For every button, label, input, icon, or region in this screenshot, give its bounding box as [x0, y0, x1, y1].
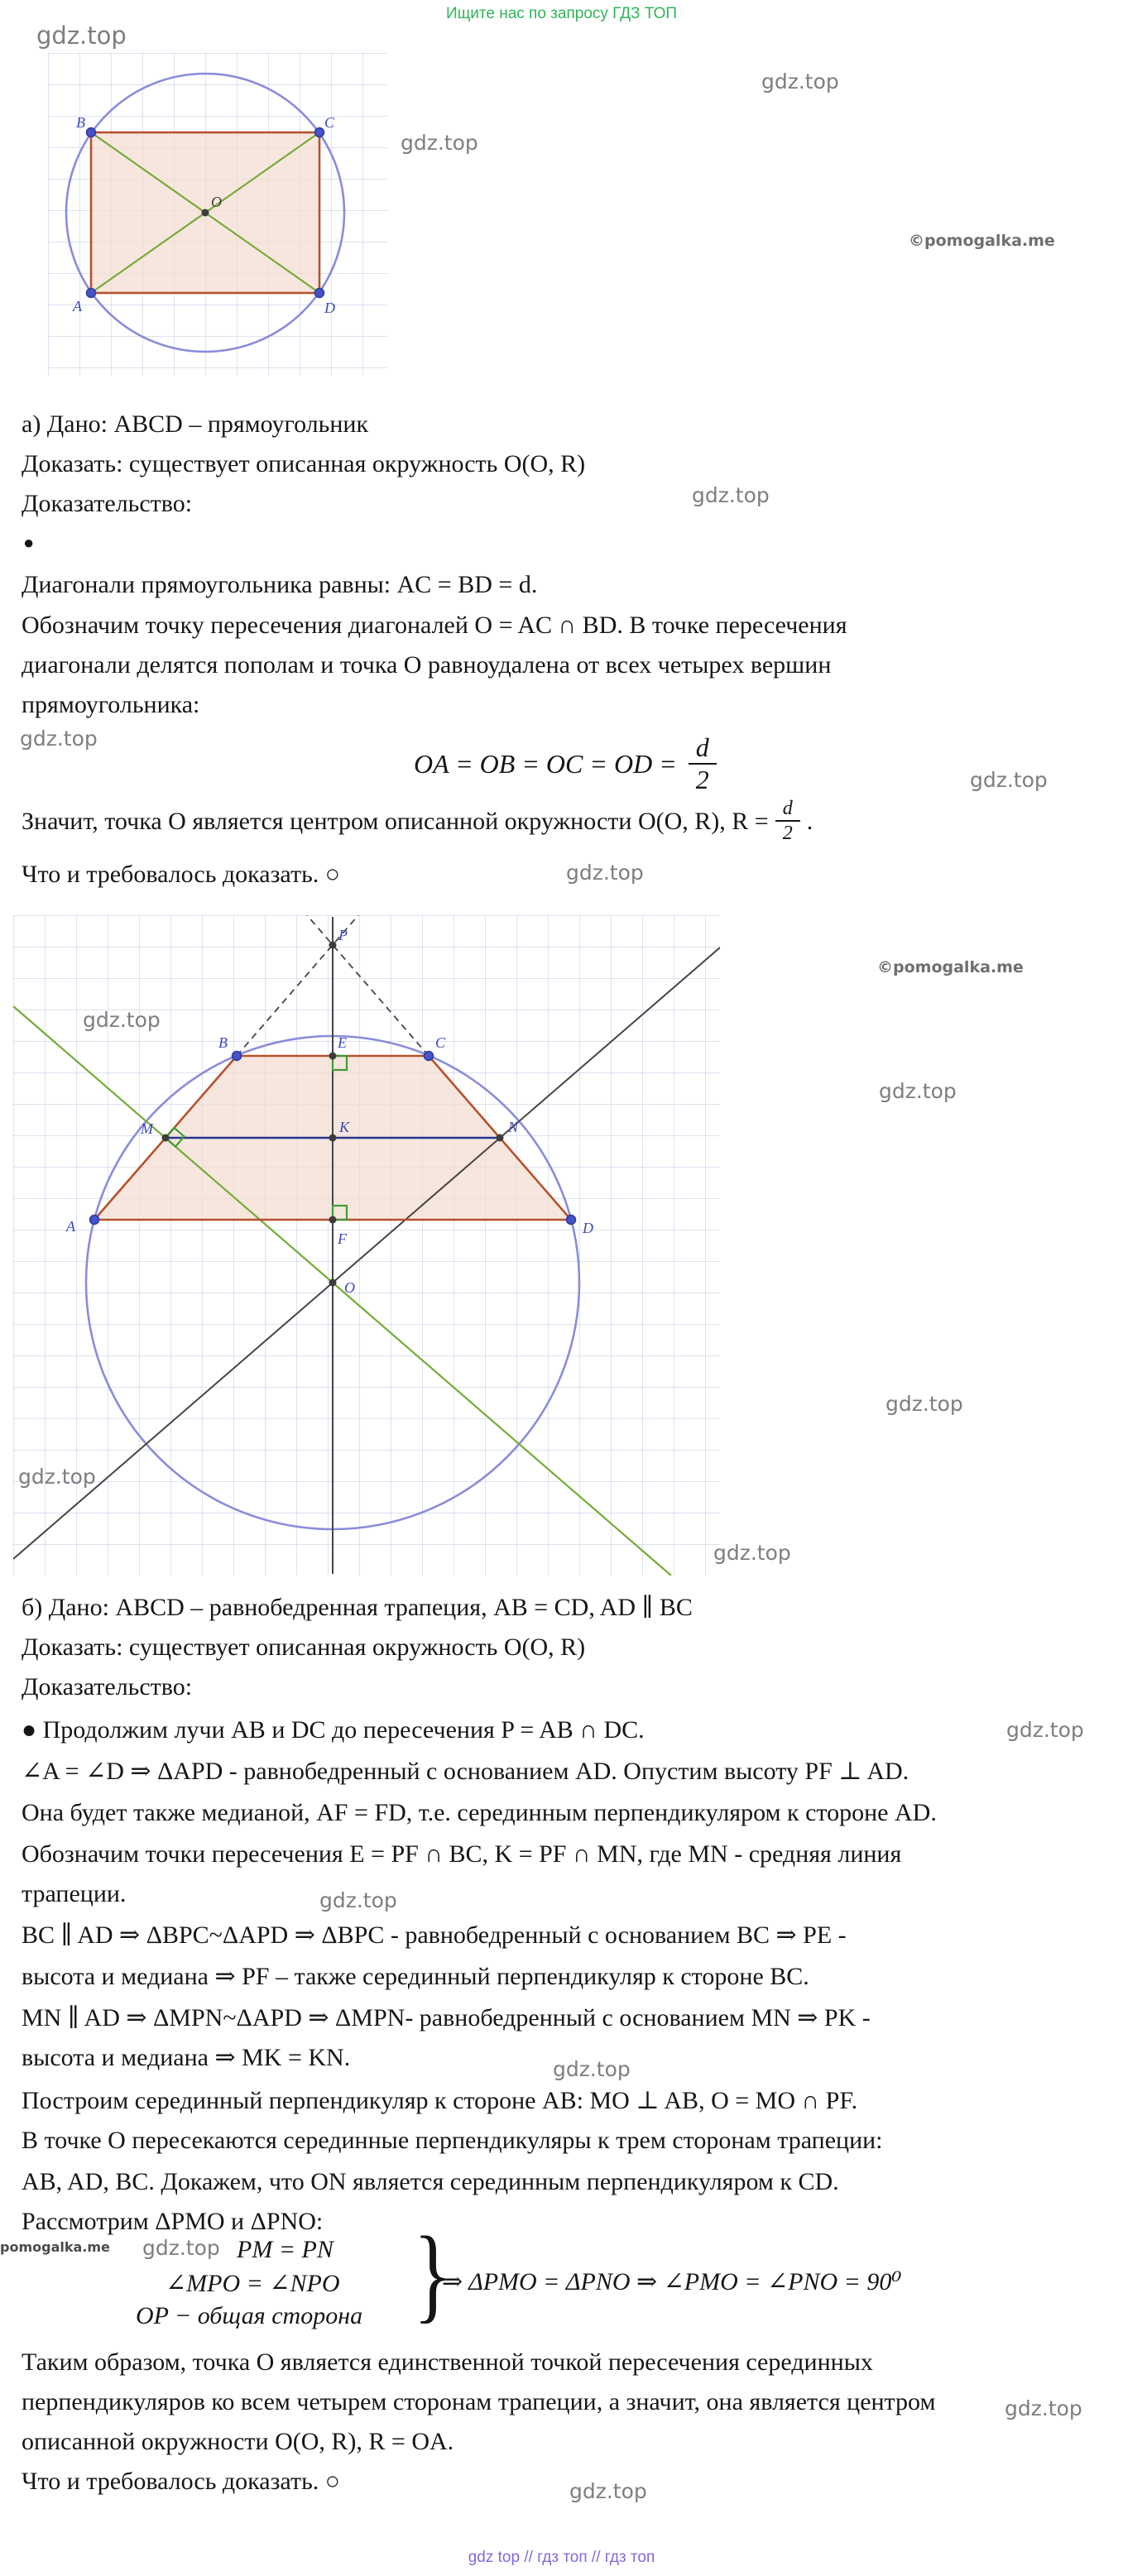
watermark-gdz: gdz.top	[566, 861, 644, 885]
a-formula-fraction	[689, 733, 717, 794]
b-qed: Что и требовалось доказать. ○	[22, 2468, 340, 2495]
fraction-denominator: 2	[695, 765, 709, 795]
system-row-3: OP − общая сторона	[136, 2302, 363, 2329]
system-brace: }	[413, 2215, 452, 2333]
figure-rectangle-in-circle	[48, 53, 387, 376]
a-p5-fraction	[775, 798, 800, 845]
fig1-label-b: B	[76, 114, 85, 131]
fig2-point-e	[329, 1053, 337, 1060]
fig2-label-m: M	[141, 1120, 153, 1137]
a-p5-period: .	[806, 807, 813, 835]
b-p2: ∠A = ∠D ⇒ ΔAPD - равнобедренный с основанием AD. Опустим высоту PF ⊥ AD.	[22, 1758, 909, 1785]
system-conclusion: ⇒ ΔPMO = ΔPNO ⇒ ∠PMO = ∠PNO = 90⁰	[442, 2268, 902, 2295]
b-p9: высота и медиана ⇒ MK = KN.	[22, 2044, 351, 2071]
fig1-vertex-d	[315, 289, 324, 298]
fig1-center-o	[202, 209, 209, 217]
b-p4: Обозначим точки пересечения E = PF ∩ BC, K = PF ∩ MN, где MN - средняя линия	[22, 1840, 902, 1868]
watermark-gdz: gdz.top	[553, 2057, 631, 2081]
fig1-vertex-b	[87, 128, 96, 137]
b-p7: высота и медиана ⇒ PF – также серединный перпендикуляр к стороне BC.	[22, 1963, 809, 1990]
b-p8: MN ∥ AD ⇒ ΔMPN~ΔAPD ⇒ ΔMPN- равнобедренный с основанием MN ⇒ PK -	[22, 2004, 871, 2032]
watermark-gdz: gdz.top	[1006, 1718, 1084, 1742]
b-p12: AB, AD, BC. Докажем, что ON является серединным перпендикуляром к CD.	[22, 2168, 839, 2195]
b-p1: ● Продолжим лучи AB и DC до пересечения P = AB ∩ DC.	[22, 1716, 645, 1744]
fig2-label-p: P	[338, 927, 348, 943]
fig2-label-k: K	[339, 1119, 350, 1135]
system-row-2: ∠MPO = ∠NPO	[166, 2270, 340, 2297]
a-p3: диагонали делятся пополам и точка O равноудалена от всех четырех вершин	[22, 651, 832, 679]
b-p13: Рассмотрим ΔPMO и ΔPNO:	[22, 2208, 324, 2235]
watermark-pomogalka: ©pomogalka.me	[909, 232, 1055, 250]
b-p3: Она будет также медианой, AF = FD, т.е. серединным перпендикуляром к стороне AD.	[22, 1799, 937, 1826]
fig2-label-e: E	[338, 1034, 347, 1051]
b-given: б) Дано: ABCD – равнобедренная трапеция, AB = CD, AD ∥ BC	[22, 1594, 693, 1621]
watermark-gdz: gdz.top	[761, 70, 839, 94]
b-proof-label: Доказательство:	[22, 1673, 193, 1701]
a-p5-text: Значит, точка O является центром описанной окружности O(O, R), R =	[22, 807, 769, 835]
watermark-gdz: gdz.top	[83, 1008, 161, 1032]
a-p4: прямоугольника:	[22, 691, 200, 718]
fig2-point-o	[329, 1279, 337, 1287]
system-row-1: PM = PN	[237, 2236, 334, 2263]
a-p2: Обозначим точку пересечения диагоналей O = AC ∩ BD. В точке пересечения	[22, 612, 847, 639]
fig2-vertex-a	[90, 1216, 99, 1225]
watermark-pomogalka: ©pomogalka.me	[877, 958, 1024, 976]
fig2-point-k	[329, 1134, 337, 1142]
watermark-gdz: gdz.top	[970, 768, 1048, 792]
fig2-label-c: C	[435, 1034, 446, 1051]
watermark-gdz: gdz.top	[879, 1079, 957, 1103]
watermark-gdz: gdz.top	[142, 2236, 220, 2260]
fraction-numerator: d	[689, 733, 717, 765]
watermark-gdz: gdz.top	[692, 483, 770, 507]
fig1-label-d: D	[324, 300, 335, 316]
watermark-gdz: gdz.top	[18, 1465, 96, 1489]
fig2-vertex-d	[567, 1216, 576, 1225]
b-prove: Доказать: существует описанная окружность O(O, R)	[22, 1633, 586, 1661]
fig2-label-d: D	[583, 1220, 593, 1236]
fig2-point-p	[329, 942, 337, 949]
fig1-label-o: O	[211, 194, 222, 210]
fig1-label-a: A	[73, 298, 82, 314]
a-prove: Доказать: существует описанная окружность O(O, R)	[22, 450, 586, 477]
fig2-label-o: O	[344, 1279, 355, 1296]
watermark-gdz: gdz.top	[713, 1541, 791, 1565]
b-p15: перпендикуляров ко всем четырем сторонам трапеции, а значит, она является центром	[22, 2388, 936, 2415]
watermark-gdz: gdz.top	[401, 131, 478, 155]
fig2-label-b: B	[218, 1034, 228, 1051]
watermark-pomogalka-left: pomogalka.me	[0, 2239, 110, 2255]
fig2-label-n: N	[508, 1119, 519, 1135]
top-banner: Ищите нас по запросу ГДЗ ТОП	[445, 5, 678, 22]
fig2-point-n	[497, 1134, 504, 1142]
fig2-vertex-b	[233, 1052, 242, 1061]
a-p5	[22, 798, 813, 845]
fraction-numerator: d	[775, 798, 800, 822]
fig1-vertex-a	[87, 289, 96, 298]
watermark-gdz: gdz.top	[36, 22, 127, 50]
a-p1: Диагонали прямоугольника равны: AC = BD = d.	[22, 571, 538, 598]
watermark-gdz: gdz.top	[319, 1888, 397, 1912]
b-p5: трапеции.	[22, 1880, 127, 1907]
footer-text: gdz top // гдз топ // гдз топ	[468, 2549, 655, 2566]
fig2-point-f	[329, 1216, 337, 1224]
a-qed: Что и требовалось доказать. ○	[22, 861, 340, 888]
fig1-label-c: C	[324, 114, 335, 131]
fig2-point-m	[162, 1134, 170, 1142]
a-proof-label: Доказательство:	[22, 490, 193, 517]
fraction-denominator: 2	[782, 823, 793, 845]
a-bullet: ●	[23, 532, 35, 553]
watermark-gdz: gdz.top	[1005, 2396, 1082, 2420]
b-p16: описанной окружности O(O, R), R = OA.	[22, 2428, 454, 2455]
a-formula-lhs: OA = OB = OC = OD =	[414, 749, 677, 780]
b-p14: Таким образом, точка O является единственной точкой пересечения серединных	[22, 2348, 873, 2376]
watermark-gdz: gdz.top	[885, 1392, 963, 1416]
watermark-gdz: gdz.top	[20, 727, 98, 751]
fig2-vertex-c	[425, 1052, 434, 1061]
b-p11: В точке O пересекаются серединные перпендикуляры к трем сторонам трапеции:	[22, 2127, 883, 2154]
fig2-label-f: F	[338, 1230, 347, 1247]
watermark-gdz: gdz.top	[569, 2479, 647, 2503]
b-p10: Построим серединный перпендикуляр к стороне AB: MO ⊥ AB, O = MO ∩ PF.	[22, 2087, 858, 2114]
a-formula	[414, 733, 717, 794]
fig1-vertex-c	[315, 128, 324, 137]
a-given: а) Дано: ABCD – прямоугольник	[22, 410, 369, 438]
b-p6: BC ∥ AD ⇒ ΔBPC~ΔAPD ⇒ ΔBPC - равнобедренный с основанием BC ⇒ PE -	[22, 1921, 847, 1949]
fig2-label-a: A	[66, 1218, 75, 1235]
